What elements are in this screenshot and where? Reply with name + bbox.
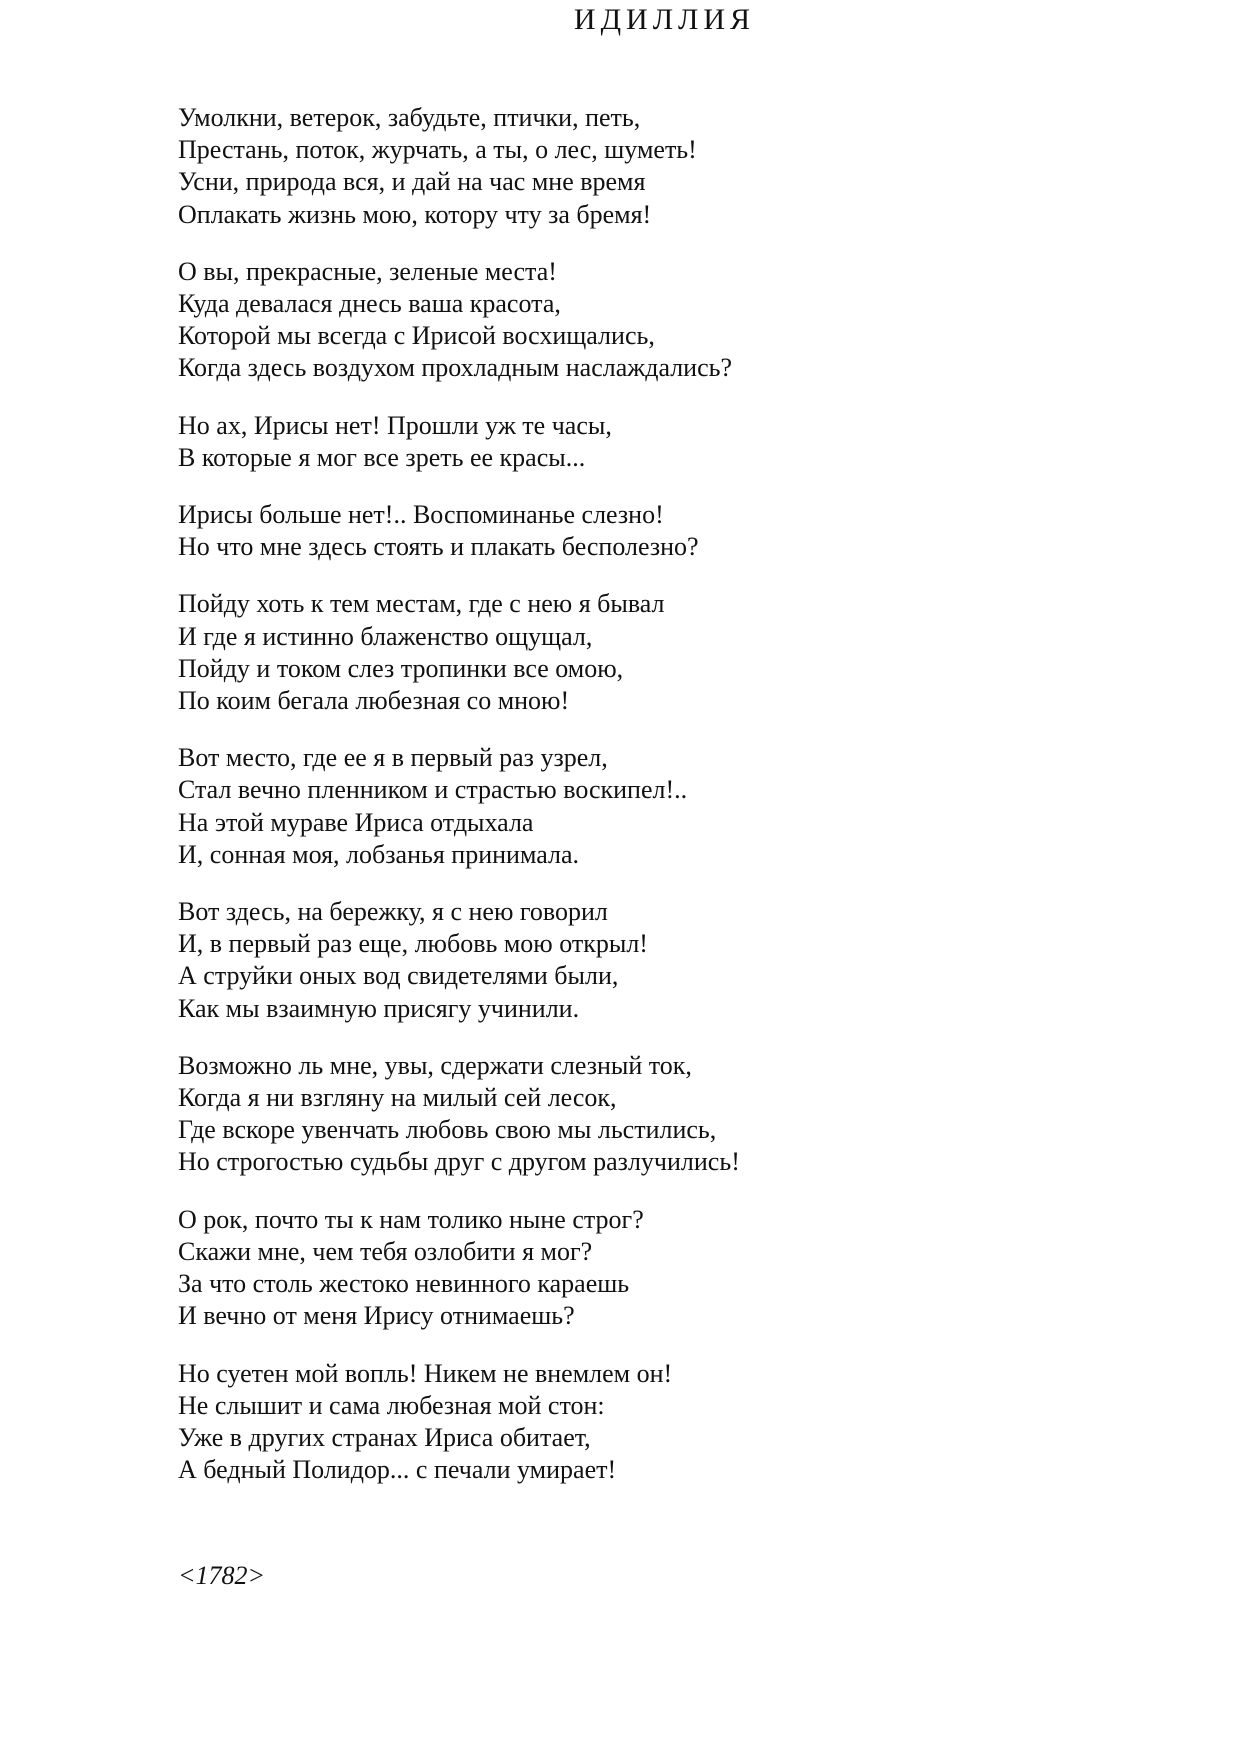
poem-line: Но суетен мой вопль! Никем не внемлем он! <box>178 1358 673 1388</box>
poem-line: О рок, почто ты к нам толико ныне строг? <box>178 1204 644 1234</box>
poem-line: Где вскоре увенчать любовь свою мы льстились, <box>178 1115 717 1145</box>
poem-line: Вот место, где ее я в первый раз узрел, <box>178 743 608 773</box>
poem-line: И, сонная моя, лобзанья принимала. <box>178 839 580 869</box>
poem-line: Стал вечно пленником и страстью воскипел!.. <box>178 775 688 805</box>
stanza <box>178 102 1178 231</box>
poem-line: Как мы взаимную присягу учинили. <box>178 993 580 1023</box>
poem-line: Умолкни, ветерок, забудьте, птички, петь, <box>178 103 641 132</box>
poem-line: В которые я мог все зреть ее красы... <box>178 442 586 472</box>
stanza <box>178 410 1178 474</box>
poem-line: И вечно от меня Ирису отнимаешь? <box>178 1301 575 1331</box>
poem-line: Но что мне здесь стоять и плакать бесполезно? <box>178 532 699 562</box>
poem-line: Усни, природа вся, и дай на час мне время <box>178 167 646 197</box>
poem-line: А бедный Полидор... с печали умирает! <box>178 1455 617 1485</box>
poem-line: Когда я ни взгляну на милый сей лесок, <box>178 1083 617 1113</box>
poem-body <box>178 102 1178 1511</box>
stanza <box>178 256 1178 385</box>
stanza <box>178 742 1178 871</box>
poem-title: ИДИЛЛИЯ <box>573 3 756 36</box>
poem-line: А струйки оных вод свидетелями были, <box>178 961 619 991</box>
poem-line: Уже в других странах Ириса обитает, <box>178 1422 591 1452</box>
poem-line: О вы, прекрасные, зеленые места! <box>178 256 557 286</box>
poem-line: Ирисы больше нет!.. Воспоминанье слезно! <box>178 500 664 530</box>
poem-line: Куда девалася днесь ваша красота, <box>178 289 561 319</box>
poem-line: На этой мураве Ириса отдыхала <box>178 807 534 837</box>
stanza <box>178 588 1178 717</box>
stanza <box>178 1358 1178 1487</box>
poem-line: Возможно ль мне, увы, сдержати слезный ток, <box>178 1050 692 1080</box>
poem-line: Не слышит и сама любезная мой стон: <box>178 1390 605 1420</box>
poem-line: За что столь жестоко невинного караешь <box>178 1269 630 1299</box>
stanza <box>178 1050 1178 1179</box>
poem-line: И где я истинно блаженство ощущал, <box>178 621 593 651</box>
poem-line: Пойду и током слез тропинки все омою, <box>178 653 624 683</box>
poem-line: Когда здесь воздухом прохладным наслаждались? <box>178 353 733 383</box>
poem-line: По коим бегала любезная со мною! <box>178 686 570 716</box>
poem-line: И, в первый раз еще, любовь мою открыл! <box>178 929 648 959</box>
stanza <box>178 499 1178 563</box>
poem-line: Скажи мне, чем тебя озлобити я мог? <box>178 1236 593 1266</box>
poem-line: Но ах, Ирисы нет! Прошли уж те часы, <box>178 410 612 440</box>
poem-line: Которой мы всегда с Ирисой восхищались, <box>178 321 655 351</box>
poem-line: Престань, поток, журчать, а ты, о лес, шуметь! <box>178 135 697 165</box>
poem-line: Пойду хоть к тем местам, где с нею я бывал <box>178 589 665 619</box>
poem-line: Оплакать жизнь мою, котору чту за бремя! <box>178 199 652 229</box>
stanza <box>178 896 1178 1025</box>
poem-line: Вот здесь, на бережку, я с нею говорил <box>178 897 608 927</box>
poem-date: <1782> <box>178 1561 266 1590</box>
stanza <box>178 1204 1178 1333</box>
poem-line: Но строгостью судьбы друг с другом разлучились! <box>178 1147 740 1177</box>
